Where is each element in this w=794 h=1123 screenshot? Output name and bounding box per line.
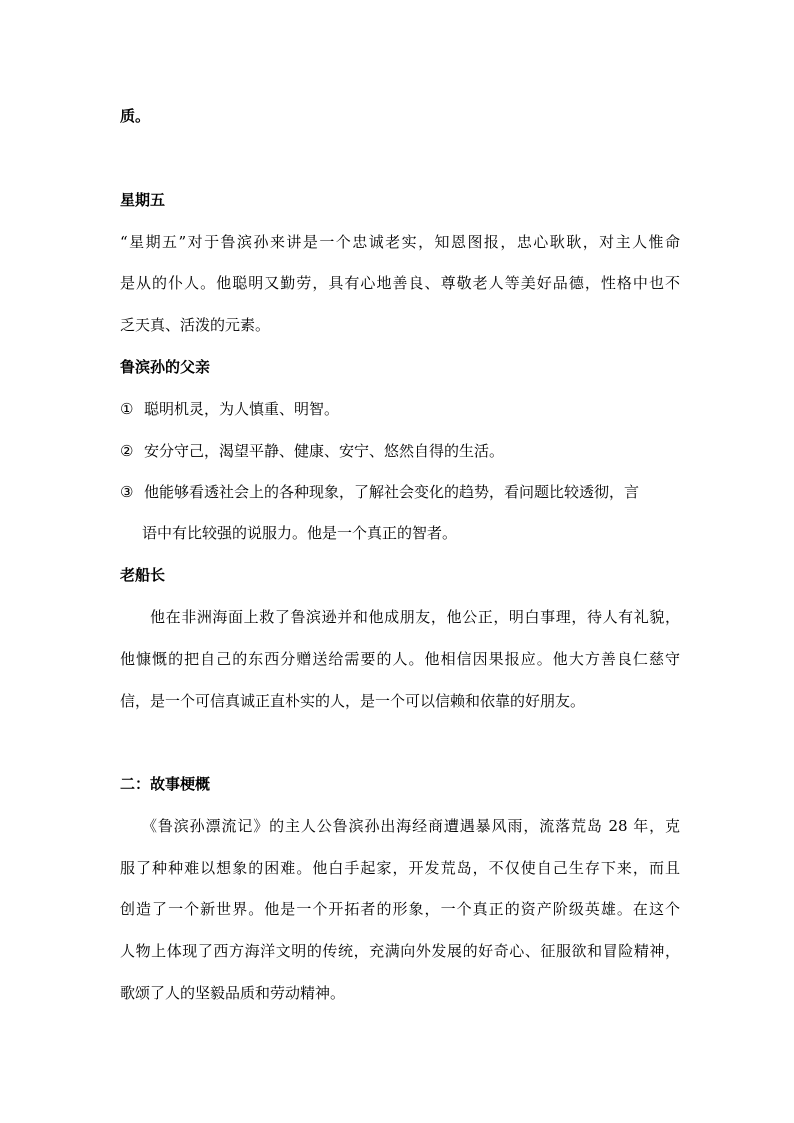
father-item-1 xyxy=(120,399,680,419)
story-line-2: 服了种种难以想象的困难。他白手起家，开发荒岛，不仅使自己生存下来，而且 xyxy=(120,859,680,877)
heading-friday: 星期五 xyxy=(120,191,166,209)
list-text: 他能够看透社会上的各种现象，了解社会变化的趋势，看问题比较透彻，言 xyxy=(144,483,640,501)
friday-line-1: “星期五”对于鲁滨孙来讲是一个忠诚老实，知恩图报，忠心耿耿，对主人惟命 xyxy=(120,233,680,251)
list-marker: ① xyxy=(120,400,134,418)
captain-line-1: 他在非洲海面上救了鲁滨逊并和他成朋友，他公正，明白事理，待人有礼貌， xyxy=(150,608,680,626)
friday-line-3: 乏天真、活泼的元素。 xyxy=(120,316,271,334)
friday-line-2: 是从的仆人。他聪明又勤劳，具有心地善良、尊敬老人等美好品德，性格中也不 xyxy=(120,274,680,292)
father-item-2 xyxy=(120,441,680,461)
captain-line-2: 他慷慨的把自己的东西分赠送给需要的人。他相信因果报应。他大方善良仁慈守 xyxy=(120,650,680,668)
heading-father: 鲁滨孙的父亲 xyxy=(120,358,211,376)
heading-captain: 老船长 xyxy=(120,566,166,584)
fragment-end: 质。 xyxy=(120,107,151,125)
father-item-3 xyxy=(120,482,680,502)
story-line-5: 歌颂了人的坚毅品质和劳动精神。 xyxy=(120,984,346,1002)
captain-line-3: 信，是一个可信真诚正直朴实的人，是一个可以信赖和依靠的好朋友。 xyxy=(120,692,586,710)
story-line-1: 《鲁滨孙漂流记》的主人公鲁滨孙出海经商遭遇暴风雨，流落荒岛 28 年，克 xyxy=(142,817,680,835)
list-text: 安分守己，渴望平静、健康、安宁、悠然自得的生活。 xyxy=(144,442,505,460)
heading-story: 二：故事梗概 xyxy=(120,775,211,793)
story-line-3: 创造了一个新世界。他是一个开拓者的形象，一个真正的资产阶级英雄。在这个 xyxy=(120,900,680,918)
list-marker: ③ xyxy=(120,483,134,501)
story-line-4: 人物上体现了西方海洋文明的传统，充满向外发展的好奇心、征服欲和冒险精神， xyxy=(120,942,680,960)
list-text: 聪明机灵，为人慎重、明智。 xyxy=(144,400,340,418)
father-item-3-continuation: 语中有比较强的说服力。他是一个真正的智者。 xyxy=(142,524,458,542)
list-marker: ② xyxy=(120,442,134,460)
